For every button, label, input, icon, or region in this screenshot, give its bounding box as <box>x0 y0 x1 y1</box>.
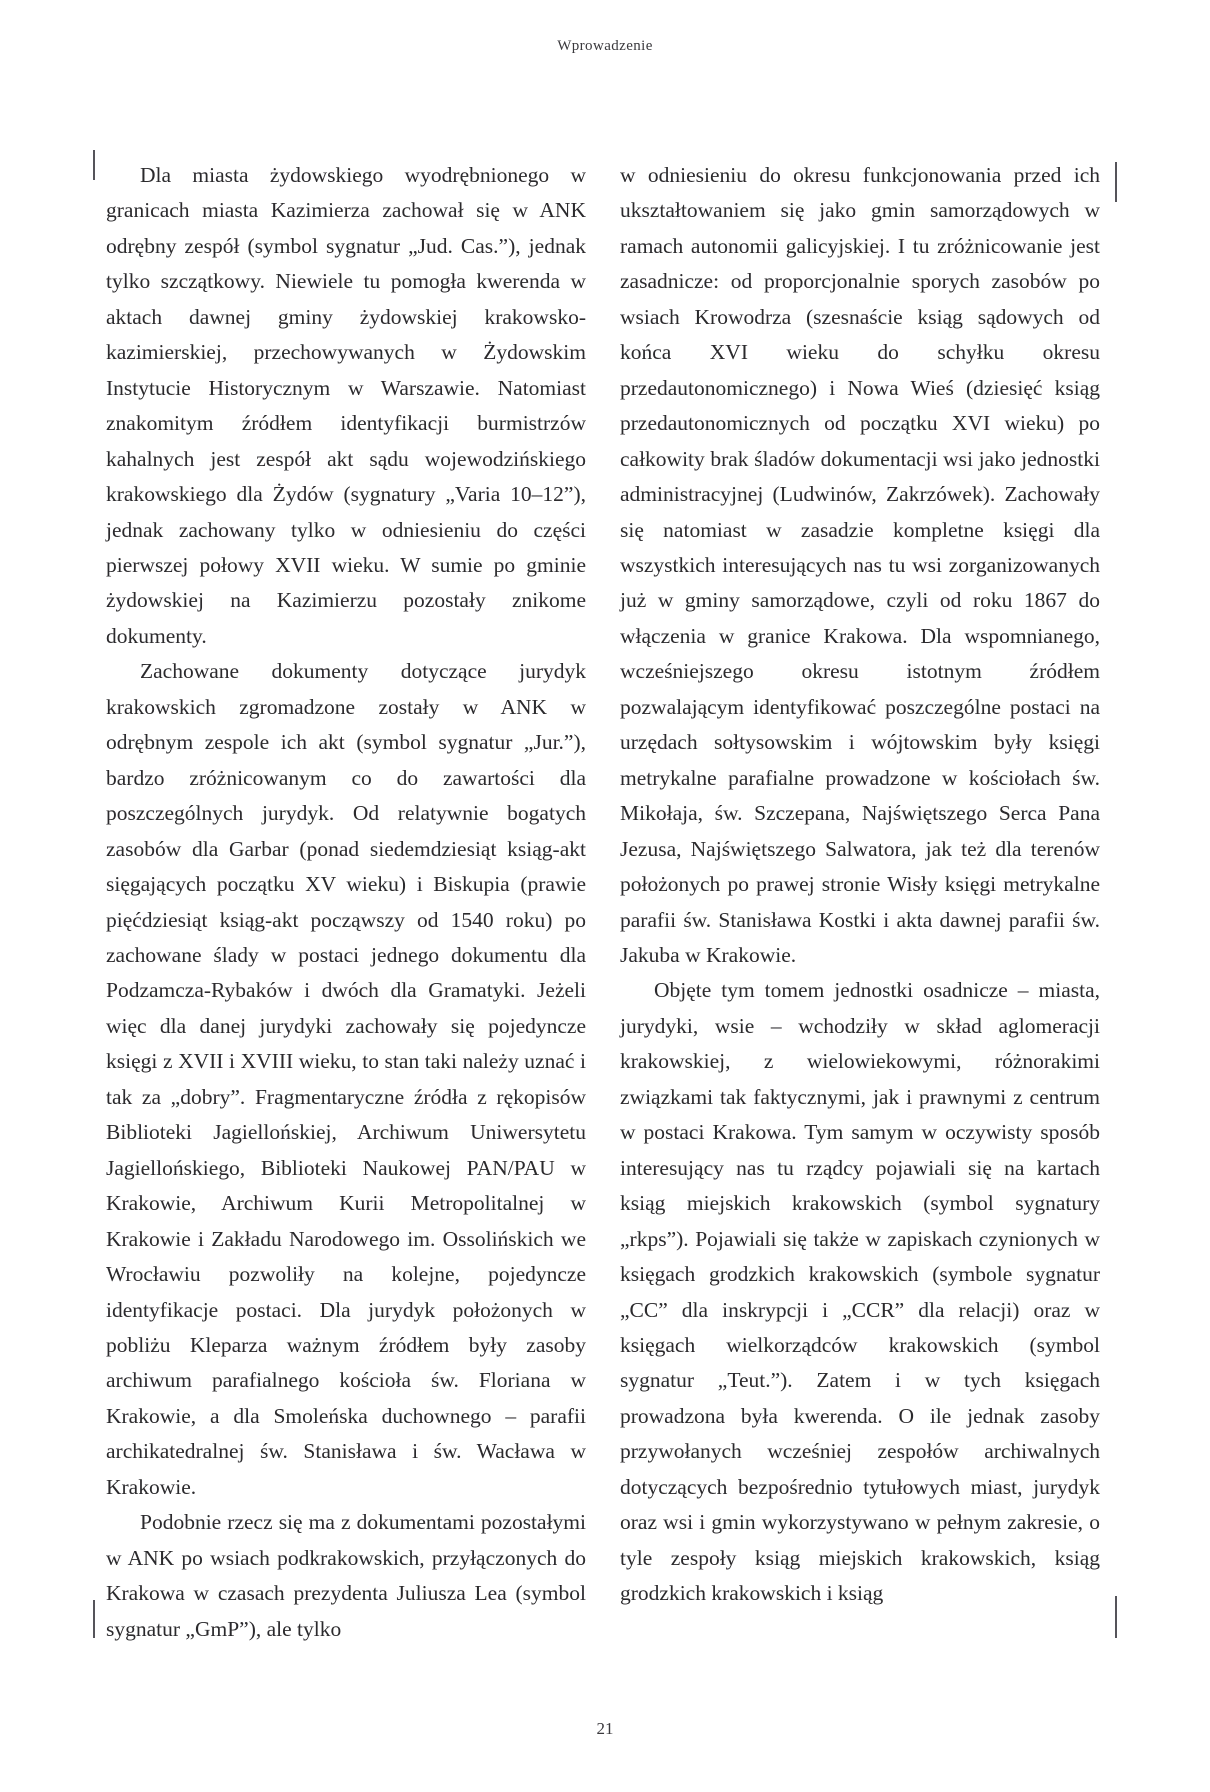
paragraph: Objęte tym tomem jednostki osadnicze – miasta, jurydyki, wsie – wchodziły w skład aglomeracji krakowskiej, z wielowiekowymi, różnorakimi związkami tak faktycznymi, jak i prawnymi z centrum w postaci Krakowa. Tym samym w oczywisty sposób interesujący nas tu rządcy pojawiali się na kartach ksiąg miejskich krakowskich (symbol sygnatury „rkps”). Pojawiali się także w zapiskach czynionych w księgach grodzkich krakowskich (symbole sygnatur „CC” dla inskrypcji i „CCR” dla relacji) oraz w księgach wielkorządców krakowskich (symbol sygnatur „Teut.”). Zatem i w tych księgach prowadzona była kwerenda. O ile jednak zasoby przywołanych wcześniej zespołów archiwalnych dotyczących bezpośrednio tytułowych miast, jurydyk oraz wsi i gmin wykorzystywano w pełnym zakresie, o tyle zespoły ksiąg miejskich krakowskich, ksiąg grodzkich krakowskich i ksiąg <box>620 978 1100 1606</box>
margin-line-right-1 <box>1115 162 1117 202</box>
paragraph: w odniesieniu do okresu funkcjonowania przed ich ukształtowaniem się jako gmin samorządowych w ramach autonomii galicyjskiej. I tu zróżnicowanie jest zasadnicze: od proporcjonalnie sporych zasobów po wsiach Krowodrza (szesnaście ksiąg sądowych od końca XVI wieku do schyłku okresu przedautonomicznego) i Nowa Wieś (dziesięć ksiąg przedautonomicznych od początku XVI wieku) po całkowity brak śladów dokumentacji wsi jako jednostki administracyjnej (Ludwinów, Zakrzówek). Zachowały się natomiast w zasadzie kompletne księgi dla wszystkich interesujących nas tu wsi zorganizowanych już w gminy samorządowe, czyli od roku 1867 do włączenia w granice Krakowa. Dla wspomnianego, wcześniejszego okresu istotnym źródłem pozwalającym identyfikować poszczególne postaci na urzędach sołtysowskim i wójtowskim były księgi metrykalne parafialne prowadzone w kościołach św. Mikołaja, św. Szczepana, Najświętszego Serca Pana Jezusa, Najświętszego Salwatora, jak też dla terenów położonych po prawej stronie Wisły księgi metrykalne parafii św. Stanisława Kostki i akta dawnej parafii św. Jakuba w Krakowie. <box>620 163 1100 967</box>
running-head: Wprowadzenie <box>557 38 653 54</box>
paragraph: Zachowane dokumenty dotyczące jurydyk krakowskich zgromadzone zostały w ANK w odrębnym zespole ich akt (symbol sygnatur „Jur.”), bardzo zróżnicowanym co do zawartości dla poszczególnych jurydyk. Od relatywnie bogatych zasobów dla Garbar (ponad siedemdziesiąt ksiąg-akt sięgających początku XV wieku) i Biskupia (prawie pięćdziesiąt ksiąg-akt począwszy od 1540 roku) po zachowane ślady w postaci jednego dokumentu dla Podzamcza-Rybaków i dwóch dla Gramatyki. Jeżeli więc dla danej jurydyki zachowały się pojedyncze księgi z XVII i XVIII wieku, to stan taki należy uznać i tak za „dobry”. Fragmentaryczne źródła z rękopisów Biblioteki Jagiellońskiej, Archiwum Uniwersytetu Jagiellońskiego, Biblioteki Naukowej PAN/PAU w Krakowie, Archiwum Kurii Metropolitalnej w Krakowie i Zakładu Narodowego im. Ossolińskich we Wrocławiu pozwoliły na kolejne, pojedyncze identyfikacje postaci. Dla jurydyk położonych w pobliżu Kleparza ważnym źródłem były zasoby archiwum parafialnego kościoła św. Floriana w Krakowie, a dla Smoleńska duchownego – parafii archikatedralnej św. Stanisława i św. Wacława w Krakowie. <box>106 659 586 1499</box>
paragraph: Dla miasta żydowskiego wyodrębnionego w granicach miasta Kazimierza zachował się w ANK odrębny zespół (symbol sygnatur „Jud. Cas.”), jednak tylko szczątkowy. Niewiele tu pomogła kwerenda w aktach dawnej gminy żydowskiej krakowsko-kazimierskiej, przechowywanych w Żydowskim Instytucie Historycznym w Warszawie. Natomiast znakomitym źródłem identyfikacji burmistrzów kahalnych jest zespół akt sądu wojewodzińskiego krakowskiego dla Żydów (sygnatury „Varia 10–12”), jednak zachowany tylko w odniesieniu do części pierwszej połowy XVII wieku. W sumie po gminie żydowskiej na Kazimierzu pozostały znikome dokumenty. <box>106 163 586 648</box>
margin-line-left-1 <box>93 150 95 180</box>
margin-line-right-2 <box>1115 1596 1117 1638</box>
page-number: 21 <box>596 1719 614 1738</box>
margin-line-left-2 <box>93 1600 95 1638</box>
paragraph: Podobnie rzecz się ma z dokumentami pozostałymi w ANK po wsiach podkrakowskich, przyłączonych do Krakowa w czasach prezydenta Juliusza Lea (symbol sygnatur „GmP”), ale tylko <box>106 1510 586 1641</box>
text-column-right <box>620 158 1100 1612</box>
text-column-left <box>106 158 586 1647</box>
